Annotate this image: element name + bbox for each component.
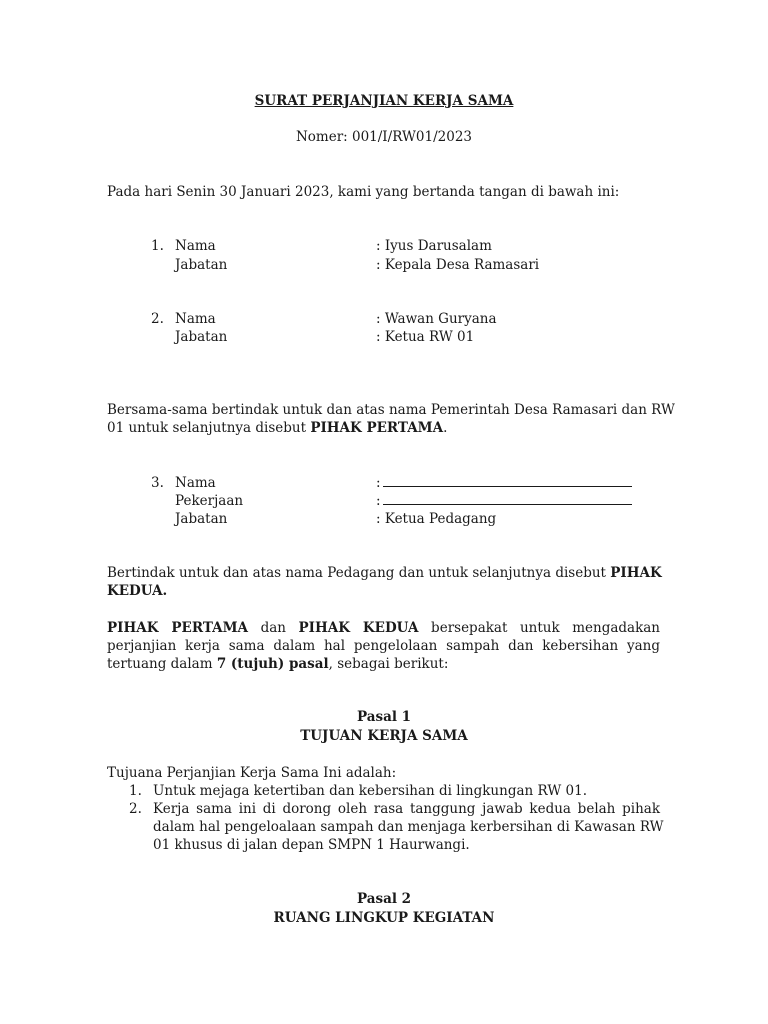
first-party-line-2: 01 untuk selanjutnya disebut PIHAK PERTAMA. xyxy=(107,420,448,436)
party-1-position-label: Jabatan xyxy=(175,257,228,273)
pasal-1-item-2-line-1: Kerja sama ini di dorong oleh rasa tanggung jawab kedua belah pihak xyxy=(153,801,660,817)
pasal-1-item-2-line-3: 01 khusus di jalan depan SMPN 1 Haurwangi. xyxy=(153,837,470,853)
party-3-position-value: : Ketua Pedagang xyxy=(376,511,497,527)
pasal-1-subheading: TUJUAN KERJA SAMA xyxy=(300,728,468,744)
pihak-pertama-label: PIHAK PERTAMA xyxy=(310,420,444,436)
party-1-position-value: : Kepala Desa Ramasari xyxy=(376,257,540,273)
party-3-occupation-label: Pekerjaan xyxy=(175,493,244,509)
agreement-line-3: tertuang dalam 7 (tujuh) pasal, sebagai berikut: xyxy=(107,656,449,672)
party-2-number: 2. xyxy=(151,311,164,327)
party-3-occupation-value: : xyxy=(376,492,632,510)
pasal-1-item-2-number: 2. xyxy=(129,801,142,817)
second-party-line-2: KEDUA. xyxy=(107,583,168,599)
pasal-1-intro: Tujuana Perjanjian Kerja Sama Ini adalah: xyxy=(107,765,397,781)
pasal-1-item-2-line-2: dalam hal pengeloalaan sampah dan menjaga kerbersihan di Kawasan RW xyxy=(153,819,664,835)
agreement-line-2: perjanjian kerja sama dalam hal pengelolaan sampah dan kebersihan yang xyxy=(107,638,660,654)
party-3-position-label: Jabatan xyxy=(175,511,228,527)
party-2-name-label: Nama xyxy=(175,311,216,327)
party-1-number: 1. xyxy=(151,238,164,254)
party-3-name-label: Nama xyxy=(175,475,216,491)
occupation-blank-line xyxy=(383,492,632,505)
party-2-name-value: : Wawan Guryana xyxy=(376,311,497,327)
pasal-2-heading: Pasal 2 xyxy=(356,891,412,907)
pasal-2-subheading: RUANG LINGKUP KEGIATAN xyxy=(273,910,495,926)
pasal-1-heading: Pasal 1 xyxy=(356,709,412,725)
party-1-name-value: : Iyus Darusalam xyxy=(376,238,492,254)
document-number: Nomer: 001/I/RW01/2023 xyxy=(295,129,473,145)
first-party-line-1: Bersama-sama bertindak untuk dan atas nama Pemerintah Desa Ramasari dan RW xyxy=(107,402,675,418)
party-1-name-label: Nama xyxy=(175,238,216,254)
name-blank-line xyxy=(383,474,632,487)
party-2-position-label: Jabatan xyxy=(175,329,228,345)
party-3-name-value: : xyxy=(376,474,632,492)
agreement-line-1: PIHAK PERTAMA dan PIHAK KEDUA bersepakat untuk mengadakan xyxy=(107,620,660,636)
document-title: SURAT PERJANJIAN KERJA SAMA xyxy=(254,93,514,109)
opening-line: Pada hari Senin 30 Januari 2023, kami yang bertanda tangan di bawah ini: xyxy=(107,184,620,200)
second-party-line-1: Bertindak untuk dan atas nama Pedagang dan untuk selanjutnya disebut PIHAK xyxy=(107,565,662,581)
pasal-1-item-1-text: Untuk mejaga ketertiban dan kebersihan di lingkungan RW 01. xyxy=(153,783,588,799)
party-3-number: 3. xyxy=(151,475,164,491)
party-2-position-value: : Ketua RW 01 xyxy=(376,329,475,345)
pasal-1-item-1-number: 1. xyxy=(129,783,142,799)
